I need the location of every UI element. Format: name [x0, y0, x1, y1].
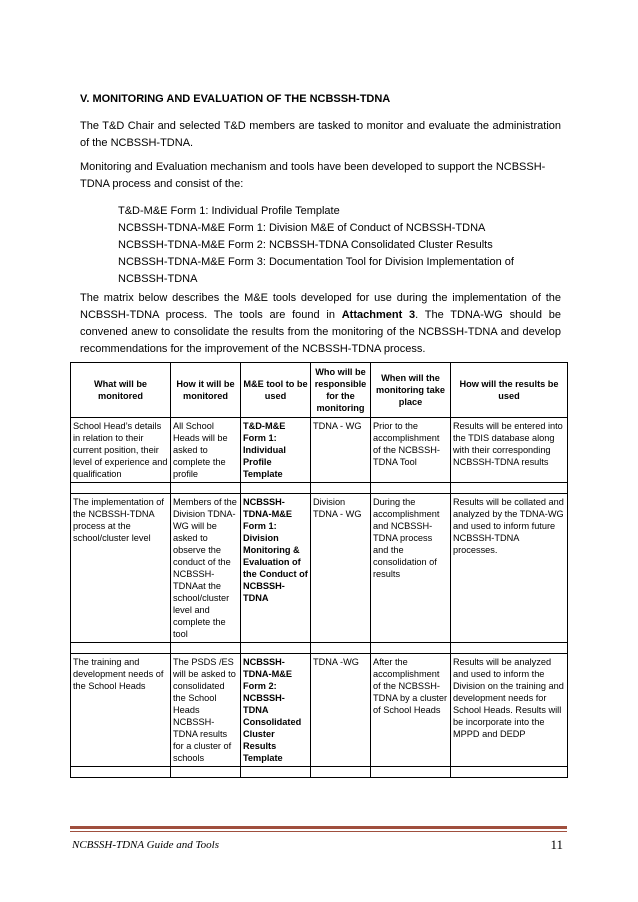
table-header-row [71, 363, 568, 418]
matrix-text-before: The matrix below describes the M&E tools developed for use during the implementation of the NCBSSH-TDNA process. The tools are found in [80, 292, 561, 321]
table-cell: The PSDS /ES will be asked to consolidated the School Heads NCBSSH-TDNA results for a cluster of schools [171, 654, 241, 767]
table-cell: Results will be collated and analyzed by the TDNA-WG and used to inform future NCBSSH-TDNA processes. [451, 494, 568, 643]
header-tool: M&E tool to be used [241, 363, 311, 418]
table-cell: School Head’s details in relation to their current position, their level of experience and qualification [71, 418, 171, 483]
header-results: How will the results be used [451, 363, 568, 418]
table-cell: T&D-M&E Form 1: Individual Profile Template [241, 418, 311, 483]
form-item: NCBSSH-TDNA-M&E Form 1: Division M&E of Conduct of NCBSSH-TDNA [118, 222, 486, 234]
matrix-text-after: . The TDNA-WG should be convened anew to consolidate the results from the monitoring of the NCBSSH-TDNA and develop recommendations for the improvement of the NCBSSH-TDNA process. [80, 309, 561, 355]
table-cell: Results will be analyzed and used to inform the Division on the training and development needs for School Heads. Results will be incorporate into the MPPD and DEDP [451, 654, 568, 767]
table-cell: Members of the Division TDNA- WG will be asked to observe the conduct of the NCBSSH-TDNAat the school/cluster level and complete the tool [171, 494, 241, 643]
table-spacer-row [71, 767, 568, 778]
table-row [71, 494, 568, 643]
header-when: When will the monitoring take place [371, 363, 451, 418]
form-item: NCBSSH-TDNA-M&E Form 2: NCBSSH-TDNA Consolidated Cluster Results [118, 239, 493, 251]
footer-divider-thin [70, 831, 567, 832]
page-number: 11 [550, 837, 563, 852]
table-cell: TDNA -WG [311, 654, 371, 767]
table-cell: TDNA - WG [311, 418, 371, 483]
header-how: How it will be monitored [171, 363, 241, 418]
table-cell: Division TDNA - WG [311, 494, 371, 643]
table-spacer-row [71, 643, 568, 654]
footer-divider-thick [70, 826, 567, 829]
table-cell: During the accomplishment and NCBSSH-TDNA process and the consolidation of results [371, 494, 451, 643]
matrix-paragraph [80, 290, 561, 358]
header-what: What will be monitored [71, 363, 171, 418]
mechanism-paragraph: Monitoring and Evaluation mechanism and tools have been developed to support the NCBSSH-TDNA process and consist of the: [80, 161, 546, 190]
forms-list [118, 203, 558, 288]
form-item: T&D-M&E Form 1: Individual Profile Template [118, 205, 340, 217]
table-cell: NCBSSH-TDNA-M&E Form 1: Division Monitoring & Evaluation of the Conduct of NCBSSH-TDNA [241, 494, 311, 643]
attachment-reference: Attachment 3 [341, 309, 416, 321]
table-cell: Prior to the accomplishment of the NCBSSH-TDNA Tool [371, 418, 451, 483]
footer-title: NCBSSH-TDNA Guide and Tools [72, 839, 219, 851]
table-spacer-row [71, 483, 568, 494]
form-item: NCBSSH-TDNA-M&E Form 3: Documentation Tool for Division Implementation of NCBSSH-TDNA [118, 256, 514, 285]
table-cell: All School Heads will be asked to complete the profile [171, 418, 241, 483]
table-cell: The training and development needs of the School Heads [71, 654, 171, 767]
header-who: Who will be responsible for the monitoring [311, 363, 371, 418]
table-row [71, 654, 568, 767]
me-tools-table [70, 362, 568, 778]
table-cell: After the accomplishment of the NCBSSH-TDNA by a cluster of School Heads [371, 654, 451, 767]
section-heading: V. MONITORING AND EVALUATION OF THE NCBSSH-TDNA [80, 93, 391, 105]
intro-paragraph: The T&D Chair and selected T&D members are tasked to monitor and evaluate the administration of the NCBSSH-TDNA. [80, 120, 561, 149]
table-row [71, 418, 568, 483]
table-cell: NCBSSH-TDNA-M&E Form 2: NCBSSH-TDNA Consolidated Cluster Results Template [241, 654, 311, 767]
table-cell: The implementation of the NCBSSH-TDNA process at the school/cluster level [71, 494, 171, 643]
table-cell: Results will be entered into the TDIS database along with their corresponding NCBSSH-TDNA results [451, 418, 568, 483]
